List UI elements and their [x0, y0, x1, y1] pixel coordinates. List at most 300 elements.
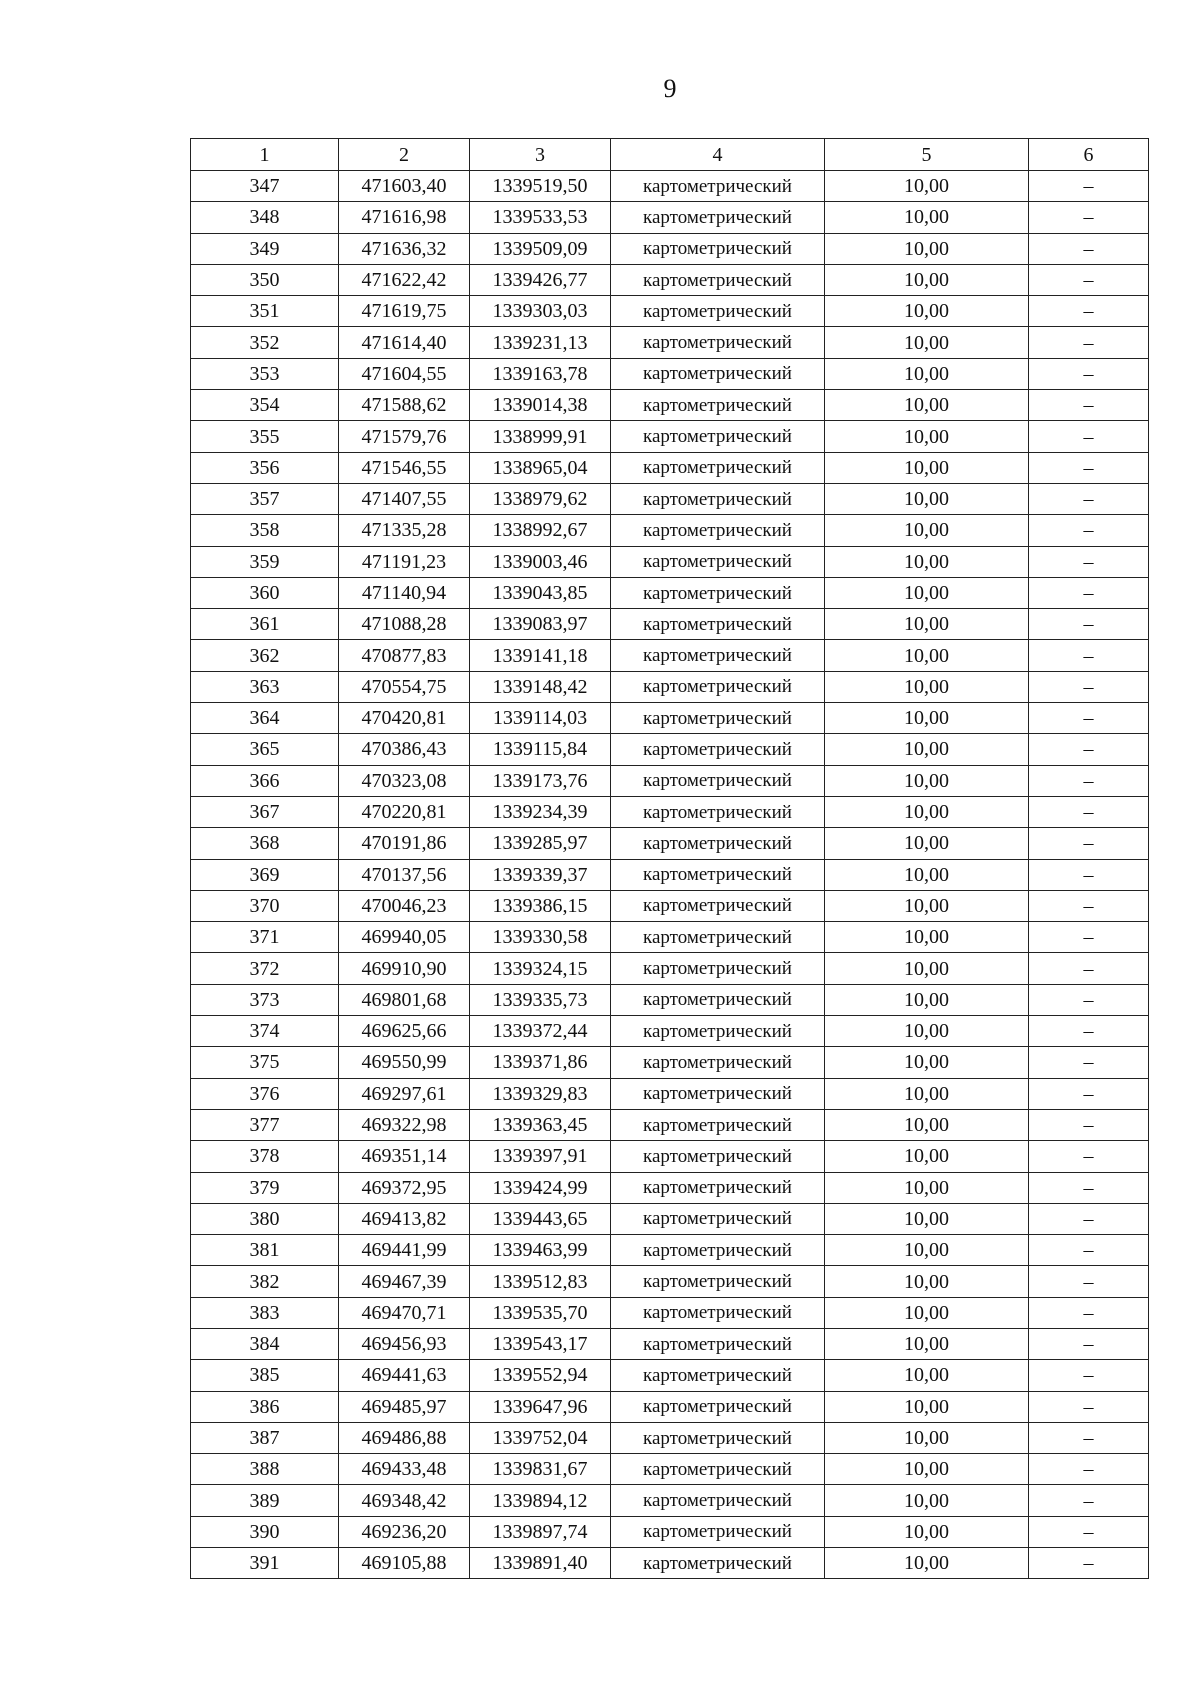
y-coordinate-cell: 1339512,83 — [470, 1266, 611, 1297]
y-coordinate-cell: 1338979,62 — [470, 483, 611, 514]
table-row — [191, 452, 1149, 483]
accuracy-cell: 10,00 — [825, 264, 1029, 295]
y-coordinate-cell: 1338992,67 — [470, 515, 611, 546]
y-coordinate-cell: 1339552,94 — [470, 1360, 611, 1391]
method-cell: картометрический — [611, 1203, 825, 1234]
y-coordinate-cell: 1339463,99 — [470, 1235, 611, 1266]
method-cell: картометрический — [611, 1297, 825, 1328]
method-cell: картометрический — [611, 796, 825, 827]
table-row — [191, 577, 1149, 608]
y-coordinate-cell: 1339043,85 — [470, 577, 611, 608]
table-row — [191, 546, 1149, 577]
point-number-cell: 366 — [191, 765, 339, 796]
accuracy-cell: 10,00 — [825, 390, 1029, 421]
note-cell: – — [1029, 546, 1149, 577]
note-cell: – — [1029, 984, 1149, 1015]
y-coordinate-cell: 1339231,13 — [470, 327, 611, 358]
accuracy-cell: 10,00 — [825, 1548, 1029, 1579]
table-row — [191, 1047, 1149, 1078]
note-cell: – — [1029, 1454, 1149, 1485]
point-number-cell: 380 — [191, 1203, 339, 1234]
y-coordinate-cell: 1339329,83 — [470, 1078, 611, 1109]
y-coordinate-cell: 1339148,42 — [470, 671, 611, 702]
accuracy-cell: 10,00 — [825, 296, 1029, 327]
accuracy-cell: 10,00 — [825, 1454, 1029, 1485]
note-cell: – — [1029, 515, 1149, 546]
table-body — [191, 171, 1149, 1579]
x-coordinate-cell: 469441,63 — [339, 1360, 470, 1391]
point-number-cell: 379 — [191, 1172, 339, 1203]
accuracy-cell: 10,00 — [825, 1109, 1029, 1140]
table-row — [191, 828, 1149, 859]
point-number-cell: 373 — [191, 984, 339, 1015]
accuracy-cell: 10,00 — [825, 421, 1029, 452]
point-number-cell: 381 — [191, 1235, 339, 1266]
table-row — [191, 1235, 1149, 1266]
accuracy-cell: 10,00 — [825, 953, 1029, 984]
y-coordinate-cell: 1339891,40 — [470, 1548, 611, 1579]
x-coordinate-cell: 471335,28 — [339, 515, 470, 546]
column-header: 1 — [191, 139, 339, 171]
table-row — [191, 671, 1149, 702]
table-row — [191, 1516, 1149, 1547]
table-row — [191, 358, 1149, 389]
method-cell: картометрический — [611, 890, 825, 921]
method-cell: картометрический — [611, 358, 825, 389]
method-cell: картометрический — [611, 452, 825, 483]
accuracy-cell: 10,00 — [825, 1328, 1029, 1359]
note-cell: – — [1029, 640, 1149, 671]
note-cell: – — [1029, 1391, 1149, 1422]
accuracy-cell: 10,00 — [825, 515, 1029, 546]
method-cell: картометрический — [611, 577, 825, 608]
table-row — [191, 483, 1149, 514]
y-coordinate-cell: 1339303,03 — [470, 296, 611, 327]
table-row — [191, 1266, 1149, 1297]
note-cell: – — [1029, 734, 1149, 765]
point-number-cell: 359 — [191, 546, 339, 577]
point-number-cell: 377 — [191, 1109, 339, 1140]
y-coordinate-cell: 1339115,84 — [470, 734, 611, 765]
note-cell: – — [1029, 1297, 1149, 1328]
point-number-cell: 352 — [191, 327, 339, 358]
point-number-cell: 365 — [191, 734, 339, 765]
table-row — [191, 421, 1149, 452]
y-coordinate-cell: 1338965,04 — [470, 452, 611, 483]
column-header: 2 — [339, 139, 470, 171]
y-coordinate-cell: 1339535,70 — [470, 1297, 611, 1328]
table-row — [191, 1297, 1149, 1328]
table-row — [191, 1328, 1149, 1359]
table-row — [191, 296, 1149, 327]
accuracy-cell: 10,00 — [825, 1297, 1029, 1328]
method-cell: картометрический — [611, 953, 825, 984]
x-coordinate-cell: 471140,94 — [339, 577, 470, 608]
y-coordinate-cell: 1339339,37 — [470, 859, 611, 890]
accuracy-cell: 10,00 — [825, 703, 1029, 734]
table-row — [191, 1422, 1149, 1453]
y-coordinate-cell: 1339363,45 — [470, 1109, 611, 1140]
method-cell: картометрический — [611, 640, 825, 671]
method-cell: картометрический — [611, 1328, 825, 1359]
note-cell: – — [1029, 1047, 1149, 1078]
table-row — [191, 984, 1149, 1015]
x-coordinate-cell: 469910,90 — [339, 953, 470, 984]
x-coordinate-cell: 470877,83 — [339, 640, 470, 671]
x-coordinate-cell: 469372,95 — [339, 1172, 470, 1203]
accuracy-cell: 10,00 — [825, 1047, 1029, 1078]
note-cell: – — [1029, 1078, 1149, 1109]
x-coordinate-cell: 471636,32 — [339, 233, 470, 264]
x-coordinate-cell: 471616,98 — [339, 202, 470, 233]
method-cell: картометрический — [611, 671, 825, 702]
accuracy-cell: 10,00 — [825, 202, 1029, 233]
method-cell: картометрический — [611, 703, 825, 734]
x-coordinate-cell: 470220,81 — [339, 796, 470, 827]
y-coordinate-cell: 1339083,97 — [470, 609, 611, 640]
table-row — [191, 1203, 1149, 1234]
method-cell: картометрический — [611, 1391, 825, 1422]
x-coordinate-cell: 470191,86 — [339, 828, 470, 859]
method-cell: картометрический — [611, 609, 825, 640]
y-coordinate-cell: 1339014,38 — [470, 390, 611, 421]
note-cell: – — [1029, 390, 1149, 421]
note-cell: – — [1029, 953, 1149, 984]
y-coordinate-cell: 1339443,65 — [470, 1203, 611, 1234]
note-cell: – — [1029, 1485, 1149, 1516]
method-cell: картометрический — [611, 1141, 825, 1172]
point-number-cell: 361 — [191, 609, 339, 640]
table-row — [191, 171, 1149, 202]
point-number-cell: 390 — [191, 1516, 339, 1547]
y-coordinate-cell: 1339330,58 — [470, 922, 611, 953]
note-cell: – — [1029, 1172, 1149, 1203]
accuracy-cell: 10,00 — [825, 358, 1029, 389]
point-number-cell: 354 — [191, 390, 339, 421]
method-cell: картометрический — [611, 828, 825, 859]
y-coordinate-cell: 1339426,77 — [470, 264, 611, 295]
method-cell: картометрический — [611, 765, 825, 796]
note-cell: – — [1029, 1422, 1149, 1453]
x-coordinate-cell: 469236,20 — [339, 1516, 470, 1547]
point-number-cell: 368 — [191, 828, 339, 859]
accuracy-cell: 10,00 — [825, 1078, 1029, 1109]
table-row — [191, 1078, 1149, 1109]
method-cell: картометрический — [611, 515, 825, 546]
method-cell: картометрический — [611, 859, 825, 890]
x-coordinate-cell: 469467,39 — [339, 1266, 470, 1297]
accuracy-cell: 10,00 — [825, 984, 1029, 1015]
accuracy-cell: 10,00 — [825, 765, 1029, 796]
y-coordinate-cell: 1339335,73 — [470, 984, 611, 1015]
note-cell: – — [1029, 765, 1149, 796]
y-coordinate-cell: 1339173,76 — [470, 765, 611, 796]
y-coordinate-cell: 1339285,97 — [470, 828, 611, 859]
point-number-cell: 349 — [191, 233, 339, 264]
point-number-cell: 355 — [191, 421, 339, 452]
table-row — [191, 765, 1149, 796]
note-cell: – — [1029, 1109, 1149, 1140]
x-coordinate-cell: 469351,14 — [339, 1141, 470, 1172]
table-row — [191, 703, 1149, 734]
note-cell: – — [1029, 609, 1149, 640]
table-row — [191, 1548, 1149, 1579]
point-number-cell: 367 — [191, 796, 339, 827]
x-coordinate-cell: 471191,23 — [339, 546, 470, 577]
note-cell: – — [1029, 922, 1149, 953]
y-coordinate-cell: 1339141,18 — [470, 640, 611, 671]
x-coordinate-cell: 471619,75 — [339, 296, 470, 327]
note-cell: – — [1029, 796, 1149, 827]
table-row — [191, 1141, 1149, 1172]
accuracy-cell: 10,00 — [825, 233, 1029, 264]
x-coordinate-cell: 469105,88 — [339, 1548, 470, 1579]
x-coordinate-cell: 469297,61 — [339, 1078, 470, 1109]
method-cell: картометрический — [611, 1266, 825, 1297]
table-row — [191, 390, 1149, 421]
point-number-cell: 357 — [191, 483, 339, 514]
accuracy-cell: 10,00 — [825, 483, 1029, 514]
method-cell: картометрический — [611, 1454, 825, 1485]
y-coordinate-cell: 1339372,44 — [470, 1016, 611, 1047]
y-coordinate-cell: 1339894,12 — [470, 1485, 611, 1516]
y-coordinate-cell: 1339386,15 — [470, 890, 611, 921]
table-row — [191, 515, 1149, 546]
note-cell: – — [1029, 296, 1149, 327]
method-cell: картометрический — [611, 1360, 825, 1391]
x-coordinate-cell: 471546,55 — [339, 452, 470, 483]
x-coordinate-cell: 470137,56 — [339, 859, 470, 890]
y-coordinate-cell: 1339543,17 — [470, 1328, 611, 1359]
accuracy-cell: 10,00 — [825, 1391, 1029, 1422]
method-cell: картометрический — [611, 483, 825, 514]
point-number-cell: 362 — [191, 640, 339, 671]
table-row — [191, 734, 1149, 765]
y-coordinate-cell: 1339897,74 — [470, 1516, 611, 1547]
point-number-cell: 378 — [191, 1141, 339, 1172]
note-cell: – — [1029, 1203, 1149, 1234]
x-coordinate-cell: 471088,28 — [339, 609, 470, 640]
x-coordinate-cell: 469348,42 — [339, 1485, 470, 1516]
x-coordinate-cell: 470554,75 — [339, 671, 470, 702]
table-row — [191, 922, 1149, 953]
note-cell: – — [1029, 202, 1149, 233]
column-header: 3 — [470, 139, 611, 171]
method-cell: картометрический — [611, 734, 825, 765]
table-row — [191, 327, 1149, 358]
note-cell: – — [1029, 1235, 1149, 1266]
accuracy-cell: 10,00 — [825, 1016, 1029, 1047]
x-coordinate-cell: 469550,99 — [339, 1047, 470, 1078]
accuracy-cell: 10,00 — [825, 671, 1029, 702]
x-coordinate-cell: 471622,42 — [339, 264, 470, 295]
point-number-cell: 382 — [191, 1266, 339, 1297]
y-coordinate-cell: 1339533,53 — [470, 202, 611, 233]
point-number-cell: 371 — [191, 922, 339, 953]
table-row — [191, 1360, 1149, 1391]
method-cell: картометрический — [611, 1235, 825, 1266]
point-number-cell: 386 — [191, 1391, 339, 1422]
note-cell: – — [1029, 233, 1149, 264]
point-number-cell: 388 — [191, 1454, 339, 1485]
x-coordinate-cell: 470046,23 — [339, 890, 470, 921]
table-row — [191, 1109, 1149, 1140]
x-coordinate-cell: 471588,62 — [339, 390, 470, 421]
accuracy-cell: 10,00 — [825, 327, 1029, 358]
point-number-cell: 360 — [191, 577, 339, 608]
table-row — [191, 1016, 1149, 1047]
table-row — [191, 609, 1149, 640]
note-cell: – — [1029, 327, 1149, 358]
accuracy-cell: 10,00 — [825, 890, 1029, 921]
accuracy-cell: 10,00 — [825, 922, 1029, 953]
table-row — [191, 264, 1149, 295]
table-row — [191, 1391, 1149, 1422]
accuracy-cell: 10,00 — [825, 1360, 1029, 1391]
x-coordinate-cell: 469322,98 — [339, 1109, 470, 1140]
point-number-cell: 374 — [191, 1016, 339, 1047]
accuracy-cell: 10,00 — [825, 1235, 1029, 1266]
y-coordinate-cell: 1339509,09 — [470, 233, 611, 264]
method-cell: картометрический — [611, 1516, 825, 1547]
x-coordinate-cell: 471614,40 — [339, 327, 470, 358]
page-number: 9 — [663, 74, 677, 103]
coordinates-table — [190, 138, 1149, 1579]
accuracy-cell: 10,00 — [825, 1172, 1029, 1203]
note-cell: – — [1029, 1548, 1149, 1579]
method-cell: картометрический — [611, 1548, 825, 1579]
method-cell: картометрический — [611, 922, 825, 953]
note-cell: – — [1029, 452, 1149, 483]
x-coordinate-cell: 471604,55 — [339, 358, 470, 389]
note-cell: – — [1029, 1141, 1149, 1172]
y-coordinate-cell: 1339424,99 — [470, 1172, 611, 1203]
method-cell: картометрический — [611, 264, 825, 295]
accuracy-cell: 10,00 — [825, 640, 1029, 671]
method-cell: картометрический — [611, 1172, 825, 1203]
point-number-cell: 387 — [191, 1422, 339, 1453]
note-cell: – — [1029, 171, 1149, 202]
y-coordinate-cell: 1339831,67 — [470, 1454, 611, 1485]
point-number-cell: 372 — [191, 953, 339, 984]
note-cell: – — [1029, 859, 1149, 890]
x-coordinate-cell: 469456,93 — [339, 1328, 470, 1359]
point-number-cell: 347 — [191, 171, 339, 202]
accuracy-cell: 10,00 — [825, 859, 1029, 890]
accuracy-cell: 10,00 — [825, 734, 1029, 765]
x-coordinate-cell: 471603,40 — [339, 171, 470, 202]
header-row — [191, 139, 1149, 171]
method-cell: картометрический — [611, 1109, 825, 1140]
table-row — [191, 233, 1149, 264]
note-cell: – — [1029, 828, 1149, 859]
y-coordinate-cell: 1339324,15 — [470, 953, 611, 984]
y-coordinate-cell: 1339519,50 — [470, 171, 611, 202]
table-row — [191, 890, 1149, 921]
point-number-cell: 391 — [191, 1548, 339, 1579]
y-coordinate-cell: 1339114,03 — [470, 703, 611, 734]
y-coordinate-cell: 1339163,78 — [470, 358, 611, 389]
method-cell: картометрический — [611, 1485, 825, 1516]
point-number-cell: 384 — [191, 1328, 339, 1359]
method-cell: картометрический — [611, 984, 825, 1015]
method-cell: картометрический — [611, 1047, 825, 1078]
method-cell: картометрический — [611, 202, 825, 233]
table-row — [191, 859, 1149, 890]
x-coordinate-cell: 469940,05 — [339, 922, 470, 953]
method-cell: картометрический — [611, 421, 825, 452]
x-coordinate-cell: 469433,48 — [339, 1454, 470, 1485]
accuracy-cell: 10,00 — [825, 1266, 1029, 1297]
point-number-cell: 348 — [191, 202, 339, 233]
note-cell: – — [1029, 358, 1149, 389]
point-number-cell: 369 — [191, 859, 339, 890]
column-header: 4 — [611, 139, 825, 171]
method-cell: картометрический — [611, 296, 825, 327]
note-cell: – — [1029, 1016, 1149, 1047]
point-number-cell: 351 — [191, 296, 339, 327]
column-header: 6 — [1029, 139, 1149, 171]
y-coordinate-cell: 1339397,91 — [470, 1141, 611, 1172]
table-row — [191, 953, 1149, 984]
method-cell: картометрический — [611, 327, 825, 358]
point-number-cell: 383 — [191, 1297, 339, 1328]
method-cell: картометрический — [611, 546, 825, 577]
accuracy-cell: 10,00 — [825, 1485, 1029, 1516]
point-number-cell: 353 — [191, 358, 339, 389]
note-cell: – — [1029, 890, 1149, 921]
point-number-cell: 376 — [191, 1078, 339, 1109]
y-coordinate-cell: 1339371,86 — [470, 1047, 611, 1078]
point-number-cell: 358 — [191, 515, 339, 546]
accuracy-cell: 10,00 — [825, 796, 1029, 827]
point-number-cell: 370 — [191, 890, 339, 921]
x-coordinate-cell: 469801,68 — [339, 984, 470, 1015]
point-number-cell: 385 — [191, 1360, 339, 1391]
y-coordinate-cell: 1339752,04 — [470, 1422, 611, 1453]
accuracy-cell: 10,00 — [825, 577, 1029, 608]
note-cell: – — [1029, 703, 1149, 734]
note-cell: – — [1029, 1328, 1149, 1359]
table-row — [191, 1485, 1149, 1516]
accuracy-cell: 10,00 — [825, 546, 1029, 577]
accuracy-cell: 10,00 — [825, 1141, 1029, 1172]
point-number-cell: 389 — [191, 1485, 339, 1516]
point-number-cell: 375 — [191, 1047, 339, 1078]
column-header: 5 — [825, 139, 1029, 171]
accuracy-cell: 10,00 — [825, 171, 1029, 202]
x-coordinate-cell: 469485,97 — [339, 1391, 470, 1422]
method-cell: картометрический — [611, 171, 825, 202]
x-coordinate-cell: 469625,66 — [339, 1016, 470, 1047]
table-row — [191, 1454, 1149, 1485]
x-coordinate-cell: 471407,55 — [339, 483, 470, 514]
y-coordinate-cell: 1339647,96 — [470, 1391, 611, 1422]
accuracy-cell: 10,00 — [825, 1203, 1029, 1234]
x-coordinate-cell: 469441,99 — [339, 1235, 470, 1266]
method-cell: картометрический — [611, 1422, 825, 1453]
note-cell: – — [1029, 1360, 1149, 1391]
y-coordinate-cell: 1338999,91 — [470, 421, 611, 452]
point-number-cell: 363 — [191, 671, 339, 702]
method-cell: картометрический — [611, 390, 825, 421]
note-cell: – — [1029, 264, 1149, 295]
note-cell: – — [1029, 1516, 1149, 1547]
note-cell: – — [1029, 1266, 1149, 1297]
accuracy-cell: 10,00 — [825, 828, 1029, 859]
x-coordinate-cell: 469413,82 — [339, 1203, 470, 1234]
accuracy-cell: 10,00 — [825, 1422, 1029, 1453]
